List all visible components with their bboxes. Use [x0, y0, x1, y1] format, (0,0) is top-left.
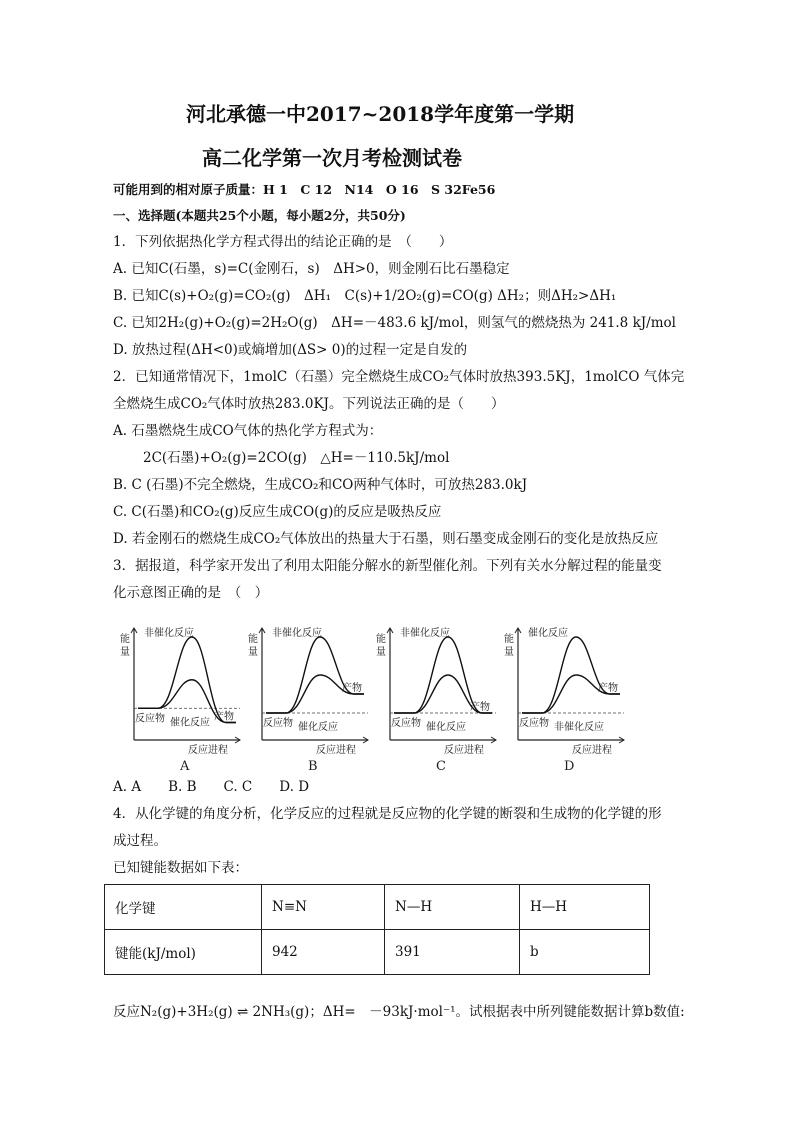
- q1-option-c: C. 已知2H₂(g)+O₂(g)=2H₂O(g) ΔH=－483.6 kJ/mol，则氢气的燃烧热为 241.8 kJ/mol: [113, 315, 676, 331]
- table-row: [105, 930, 650, 975]
- q2-option-b: B. C (石墨)不完全燃烧，生成CO₂和CO两种气体时，可放热283.0kJ: [113, 477, 528, 493]
- table-cell: 391: [385, 930, 520, 975]
- y-axis-label: 量: [504, 647, 514, 658]
- energy-curve: [522, 675, 620, 713]
- chart-letter: B: [308, 759, 318, 774]
- y-axis-label: 量: [120, 647, 130, 658]
- y-axis-label: 能: [120, 634, 130, 645]
- q1-option-a: A. 已知C(石墨，s)=C(金刚石，s) ΔH>0，则金刚石比石墨稳定: [113, 261, 510, 277]
- reactant-label: 反应物: [519, 718, 549, 729]
- reactant-label: 反应物: [135, 713, 165, 725]
- x-axis-label: 反应进程: [572, 745, 612, 756]
- energy-chart-c: [374, 618, 498, 778]
- q3-options: A. A B. B C. C D. D: [113, 779, 310, 795]
- product-label: 产物: [470, 702, 490, 713]
- curve-label-top: 非催化反应: [144, 628, 194, 639]
- table-cell: b: [520, 930, 650, 975]
- q4-reaction: 反应N₂(g)+3H₂(g) ⇌ 2NH₃(g)；ΔH= －93kJ·mol⁻¹。试根据表中所列键能数据计算b数值:: [113, 1004, 685, 1020]
- energy-curve: [266, 637, 364, 713]
- chart-letter: C: [436, 759, 446, 774]
- q3-stem-line1: 3．据报道，科学家开发出了利用太阳能分解水的新型催化剂。下列有关水分解过程的能量变: [113, 558, 662, 574]
- table-row: [105, 885, 650, 930]
- curve-label-top: 非催化反应: [272, 628, 322, 639]
- reactant-label: 反应物: [391, 718, 421, 729]
- exam-paper-title: 高二化学第一次月考检测试卷: [202, 146, 462, 170]
- table-cell: N—H: [385, 885, 520, 930]
- x-axis-label: 反应进程: [444, 745, 484, 756]
- curve-label-bottom: 非催化反应: [554, 722, 604, 733]
- table-cell: 键能(kJ/mol): [105, 930, 262, 975]
- exam-school-title: 河北承德一中2017~2018学年度第一学期: [186, 102, 575, 126]
- energy-curve: [138, 637, 236, 723]
- energy-diagram-svg: [246, 618, 370, 778]
- section-heading: 一、选择题(本题共25个小题，每小题2分，共50分): [113, 208, 406, 223]
- q2-stem-line1: 2．已知通常情况下，1molC（石墨）完全燃烧生成CO₂气体时放热393.5KJ，1molCO 气体完: [113, 369, 685, 385]
- q3-stem-line2: 化示意图正确的是 （ ）: [113, 585, 269, 601]
- q1-option-b: B. 已知C(s)+O₂(g)=CO₂(g) ΔH₁ C(s)+1/2O₂(g)=CO(g) ΔH₂；则ΔH₂>ΔH₁: [113, 288, 617, 304]
- q1-stem: 1．下列依据热化学方程式得出的结论正确的是 （ ）: [113, 234, 453, 250]
- q2-option-a: A. 石墨燃烧生成CO气体的热化学方程式为：: [113, 423, 383, 439]
- energy-chart-b: [246, 618, 370, 778]
- curve-label-bottom: 催化反应: [298, 722, 338, 733]
- product-label: 产物: [598, 683, 618, 694]
- curve-label-bottom: 催化反应: [170, 717, 210, 729]
- y-axis-label: 能: [504, 634, 514, 645]
- q2-option-c: C. C(石墨)和CO₂(g)反应生成CO(g)的反应是吸热反应: [113, 504, 442, 520]
- table-cell: 化学键: [105, 885, 262, 930]
- table-cell: H—H: [520, 885, 650, 930]
- q4-table-intro: 已知键能数据如下表：: [113, 860, 248, 876]
- q2-option-a-equation: 2C(石墨)+O₂(g)=2CO(g) △H=－110.5kJ/mol: [143, 450, 450, 466]
- curve-label-top: 催化反应: [528, 628, 568, 639]
- table-cell: 942: [262, 930, 385, 975]
- y-axis-label: 能: [376, 634, 386, 645]
- energy-curve: [522, 637, 620, 713]
- chart-letter: A: [180, 759, 190, 774]
- energy-diagram-svg: [374, 618, 498, 778]
- energy-chart-a: [118, 618, 242, 778]
- q1-option-d: D. 放热过程(ΔH<0)或熵增加(ΔS> 0)的过程一定是自发的: [113, 342, 468, 358]
- y-axis-label: 量: [248, 647, 258, 658]
- x-axis-label: 反应进程: [188, 745, 228, 756]
- atomic-masses: 可能用到的相对原子质量：H 1 C 12 N14 O 16 S 32Fe56: [113, 182, 496, 197]
- table-cell: N≡N: [262, 885, 385, 930]
- reactant-label: 反应物: [263, 718, 293, 729]
- energy-curve: [266, 675, 364, 713]
- q2-stem-line2: 全燃烧生成CO₂气体时放热283.0KJ。下列说法正确的是（ ）: [113, 396, 505, 412]
- product-label: 产物: [342, 683, 362, 694]
- y-axis-label: 量: [376, 647, 386, 658]
- curve-label-bottom: 催化反应: [426, 722, 466, 733]
- energy-diagram-svg: [502, 618, 626, 778]
- chart-letter: D: [564, 759, 575, 774]
- curve-label-top: 非催化反应: [400, 628, 450, 639]
- q2-option-d: D. 若金刚石的燃烧生成CO₂气体放出的热量大于石墨，则石墨变成金刚石的变化是放热反应: [113, 531, 659, 547]
- x-axis-label: 反应进程: [316, 745, 356, 756]
- q4-stem-line2: 成过程。: [113, 833, 167, 849]
- q4-stem-line1: 4．从化学键的角度分析，化学反应的过程就是反应物的化学键的断裂和生成物的化学键的形: [113, 806, 662, 822]
- y-axis-label: 能: [248, 634, 258, 645]
- energy-chart-d: [502, 618, 626, 778]
- product-label: 产物: [214, 711, 234, 723]
- bond-energy-table: [104, 884, 650, 975]
- energy-diagram-svg: [118, 618, 242, 778]
